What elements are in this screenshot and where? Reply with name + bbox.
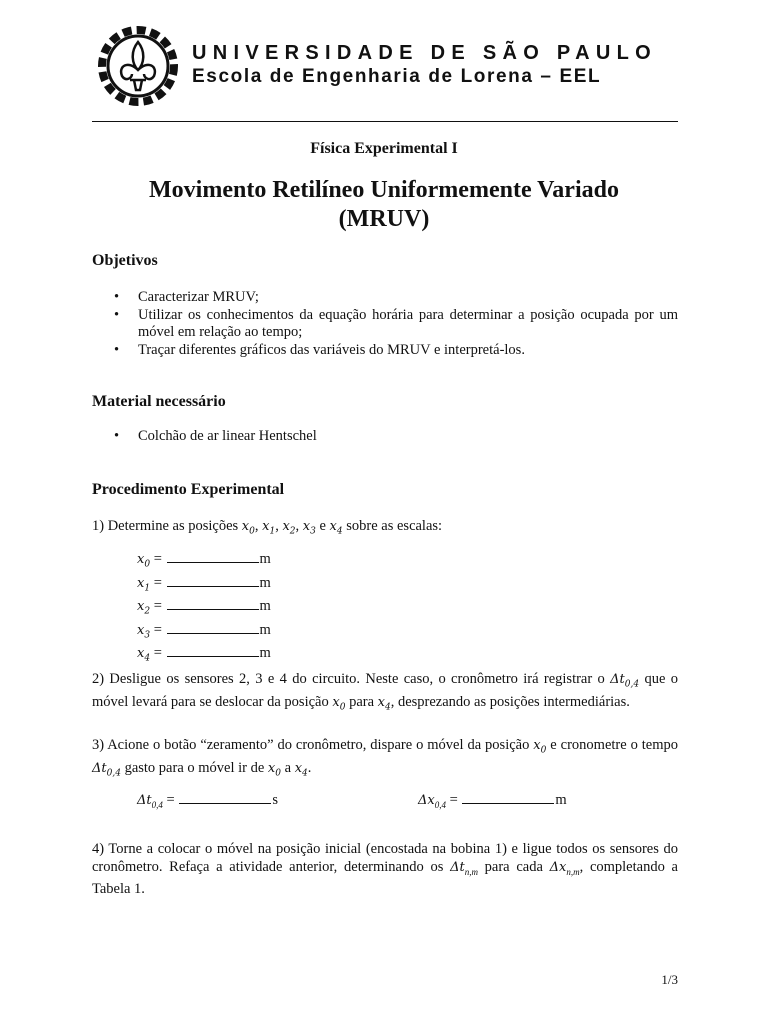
title-line-1: Movimento Retilíneo Uniformemente Variado [149,177,619,203]
position-x2-field[interactable]: $x_2 = m$ [137,598,271,617]
material-list [92,428,678,446]
step-3: 3) Acione o botão “zeramento” do cronômetro, dispare o móvel da posição $x_0$ e cronometre o tempo $\Delta t_{0,4}$ gasto para o móvel ir de $x_0$ a $x_4$. [92,737,679,779]
list-item: • Colchão de ar linear Hentschel [92,428,678,446]
objetivos-heading: Objetivos [92,252,158,269]
step-1: 1) Determine as posições $x_0$, $x_1$, $x_2$, $x_3$ e $x_4$ sobre as escalas: [92,518,443,537]
list-item: • Utilizar os conhecimentos da equação horária para determinar a posição ocupada por um móvel em relação ao tempo; [92,307,678,342]
list-item: • Caracterizar MRUV; [92,289,678,307]
page-number: 1/3 [661,972,678,987]
list-item: • Traçar diferentes gráficos das variáveis do MRUV e interpretá-los. [92,342,678,360]
step-4: 4) Torne a colocar o móvel na posição inicial (encostada na bobina 1) e ligue todos os sensores do cronômetro. Refaça a atividade anterior, determinando os $\Delta t_{n,m}$ para cada $\Delta x_{n,m}$, completando a Tabela 1. [92,841,678,897]
position-x0-field[interactable]: $x_0 = m$ [137,551,271,570]
material-heading: Material necessário [92,393,226,410]
positions-form [137,550,271,668]
step-2: 2) Desligue os sensores 2, 3 e 4 do circuito. Neste caso, o cronômetro irá registrar o $\Delta t_{0,4}$ que o móvel levará para se deslocar da posição $x_0$ para $x_4$, desprezando as posições intermediárias. [92,671,678,713]
position-x3-field[interactable]: $x_3 = m$ [137,621,271,641]
delta-x-field[interactable]: $\Delta x_{0,4} = m$ [418,792,567,810]
usp-logo-icon [92,20,184,112]
page-title [0,176,768,234]
procedimento-heading: Procedimento Experimental [92,481,285,498]
title-line-2: (MRUV) [338,206,430,232]
position-x1-field[interactable]: $x_1 = m$ [137,574,271,594]
objetivos-list [92,289,678,359]
header-divider [92,121,678,122]
school-name: Escola de Engenharia de Lorena – EEL [192,66,602,87]
position-x4-field[interactable]: $x_4 = m$ [137,645,271,664]
delta-t-field[interactable]: $\Delta t_{0,4} = s$ [137,792,278,810]
course-name: Física Experimental I [310,140,458,157]
university-name: UNIVERSIDADE DE SÃO PAULO [192,42,657,64]
